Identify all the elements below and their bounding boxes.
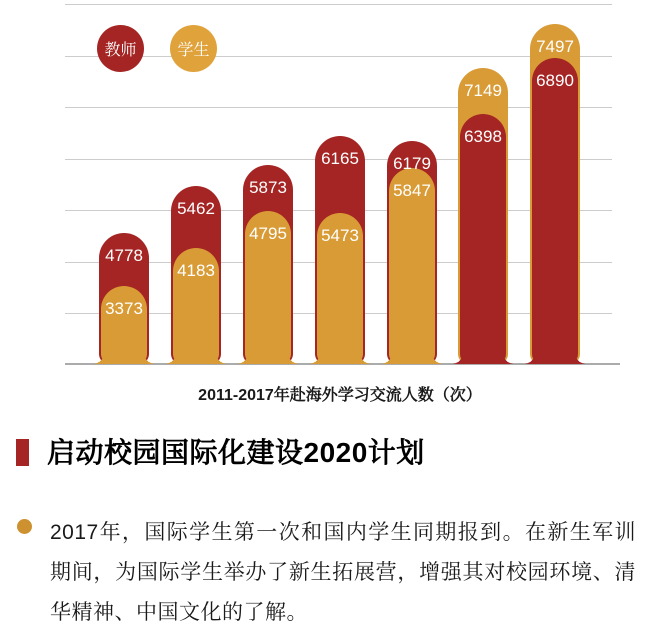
value-label-学生: 7497 [536,37,574,56]
section-marker-icon [16,439,29,466]
legend-item-student [170,25,217,72]
value-label-教师: 5462 [177,199,215,218]
bar-学生-2011 [101,286,147,364]
value-label-学生: 5847 [393,181,431,200]
value-label-教师: 6890 [536,71,574,90]
value-label-学生: 7149 [464,81,502,100]
bullet-dot-icon [17,519,32,534]
value-label-教师: 4778 [105,246,143,265]
value-label-学生: 3373 [105,299,143,318]
value-label-学生: 4183 [177,261,215,280]
bar-group-2015 [387,0,437,364]
legend-label-student: 学生 [177,42,210,59]
bar-group-2017 [530,0,580,364]
value-label-教师: 6165 [321,149,359,168]
legend-item-teacher [97,25,144,72]
legend-label-teacher: 教师 [104,42,137,59]
value-label-教师: 6179 [393,154,431,173]
section-heading: 启动校园国际化建设2020计划 [47,437,425,468]
bar-group-2013 [243,0,293,364]
bar-教师-2016 [460,114,506,364]
section-heading-row [0,438,650,467]
value-label-教师: 5873 [249,178,287,197]
value-label-学生: 5473 [321,226,359,245]
chart-legend [97,25,217,72]
bullet-paragraph: 2017年，国际学生第一次和国内学生同期报到。在新生军训期间，为国际学生举办了新生拓展营，增强其对校园环境、清华精神、中国文化的了解。 [50,521,636,624]
bar-group-2016 [458,0,508,364]
bar-group-2014 [315,0,365,364]
bar-教师-2017 [532,58,578,364]
bullet-item [0,513,650,633]
value-label-学生: 4795 [249,224,287,243]
value-label-教师: 6398 [464,127,502,146]
chart-caption: 2011-2017年赴海外学习交流人数（次） [198,387,482,404]
